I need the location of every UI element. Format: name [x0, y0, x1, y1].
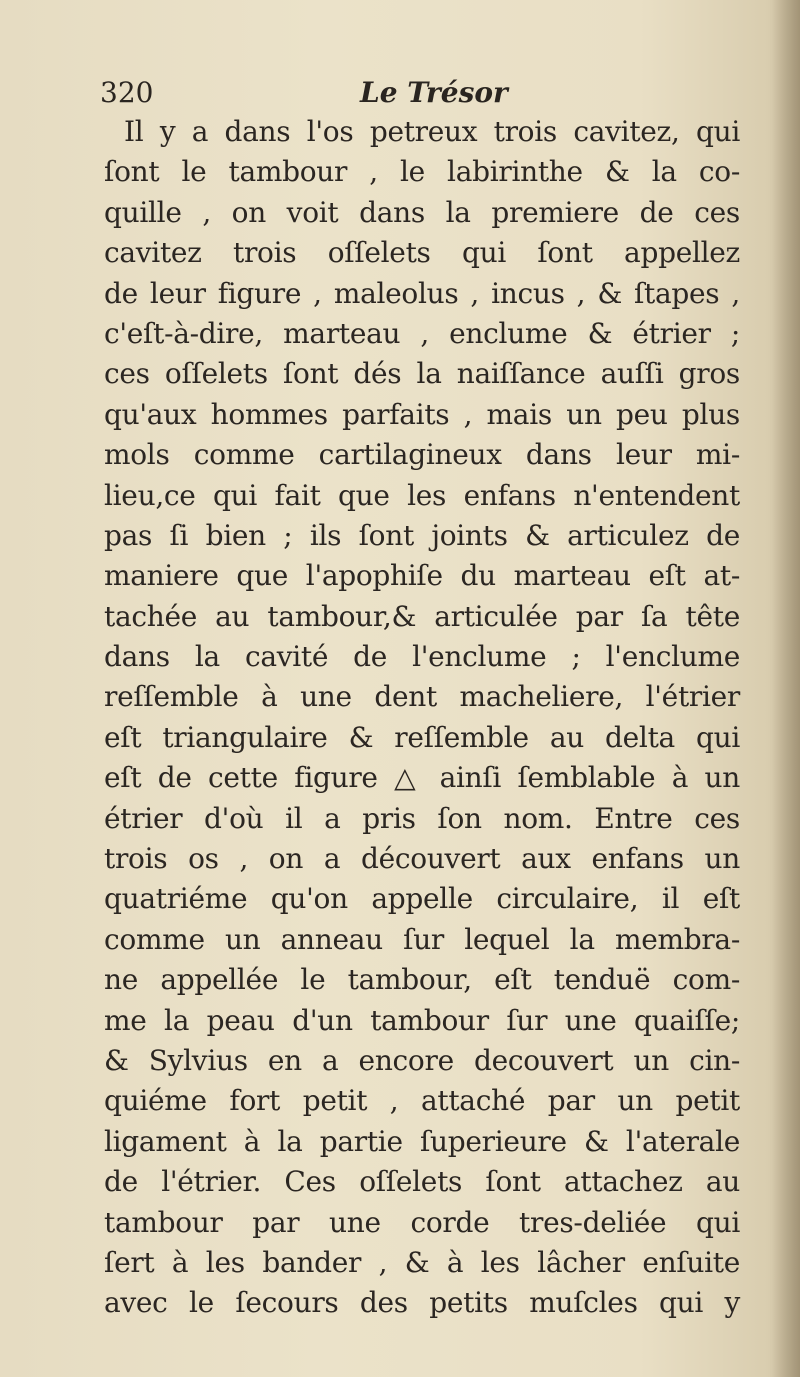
- text-line: maniere que l'apophiſe du marteau eſt at-: [104, 559, 740, 593]
- text-line: ſert à les bander , & à les lâcher enſuite: [104, 1245, 740, 1279]
- text-line: quille , on voit dans la premiere de ces: [104, 195, 740, 229]
- text-line: ne appellée le tambour, eſt tenduë com-: [104, 963, 740, 997]
- text-line: me la peau d'un tambour ſur une quaiſſe;: [104, 1003, 740, 1037]
- page-gutter-shadow: [772, 0, 800, 1377]
- text-line: ligament à la partie ſuperieure & l'aterale: [104, 1124, 740, 1158]
- text-line: reſſemble à une dent macheliere, l'étrier: [104, 680, 740, 714]
- running-head: Le Trésor: [360, 76, 508, 109]
- text-line: ſont le tambour , le labirinthe & la co-: [104, 155, 740, 189]
- text-line: de l'étrier. Ces oſſelets ſont attachez au: [104, 1165, 740, 1199]
- text-line: lieu,ce qui fait que les enfans n'entendent: [104, 478, 740, 512]
- text-line: avec le ſecours des petits muſcles qui y: [104, 1286, 740, 1320]
- text-line: cavitez trois oſſelets qui ſont appellez: [104, 236, 740, 270]
- text-line: eſt triangulaire & reſſemble au delta qui: [104, 720, 740, 754]
- text-line: eſt de cette figure △ ainſi ſemblable à un: [104, 761, 740, 795]
- text-line: & Sylvius en a encore decouvert un cin-: [104, 1043, 740, 1077]
- text-line: comme un anneau ſur lequel la membra-: [104, 922, 740, 956]
- body-text: [104, 112, 740, 1324]
- page-header: [100, 76, 740, 116]
- text-line: pas ſi bien ; ils ſont joints & articulez de: [104, 518, 740, 552]
- text-line: qu'aux hommes parfaits , mais un peu plus: [104, 397, 740, 431]
- text-line: c'eſt-à-dire, marteau , enclume & étrier ;: [104, 316, 740, 350]
- text-line: de leur figure , maleolus , incus , & ſtapes ,: [104, 276, 740, 310]
- text-line: trois os , on a découvert aux enfans un: [104, 842, 740, 876]
- text-line: quatriéme qu'on appelle circulaire, il eſt: [104, 882, 740, 916]
- text-line: mols comme cartilagineux dans leur mi-: [104, 438, 740, 472]
- text-line: quiéme fort petit , attaché par un petit: [104, 1084, 740, 1118]
- text-line: dans la cavité de l'enclume ; l'enclume: [104, 640, 740, 674]
- page-number: 320: [100, 76, 154, 109]
- text-line: tambour par une corde tres-deliée qui: [104, 1205, 740, 1239]
- text-line: Il y a dans l'os petreux trois cavitez, qui: [124, 115, 740, 148]
- text-line: étrier d'où il a pris ſon nom. Entre ces: [104, 801, 740, 835]
- text-line: tachée au tambour,& articulée par ſa tête: [104, 599, 740, 633]
- text-line: ces oſſelets ſont dés la naiſſance auſſi gros: [104, 357, 740, 391]
